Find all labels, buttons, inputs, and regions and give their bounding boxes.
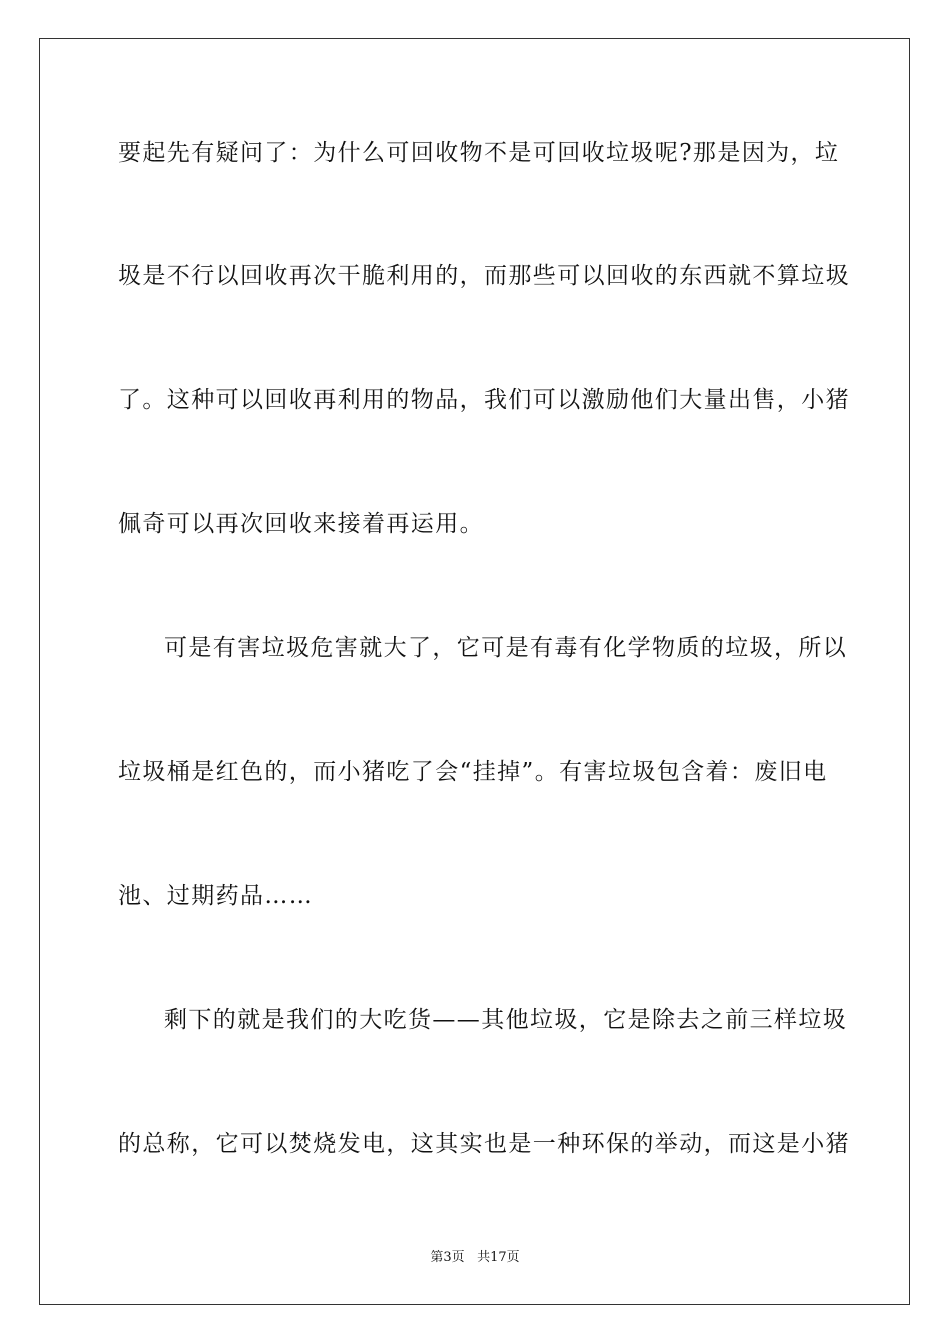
text-line: 圾是不行以回收再次干脆利用的，而那些可以回收的东西就不算垃圾 [118,263,850,289]
text-line: 剩下的就是我们的大吃货——其他垃圾，它是除去之前三样垃圾 [164,1007,848,1033]
page-footer [0,1246,950,1265]
total-pages: 共17页 [477,1250,520,1265]
text-line: 池、过期药品…… [118,883,314,909]
text-line: 佩奇可以再次回收来接着再运用。 [118,511,484,537]
text-line: 的总称，它可以焚烧发电，这其实也是一种环保的举动，而这是小猪 [118,1131,850,1157]
text-line: 要起先有疑问了：为什么可回收物不是可回收垃圾呢?那是因为，垃 [118,140,840,166]
text-line: 了。这种可以回收再利用的物品，我们可以激励他们大量出售，小猪 [118,387,850,413]
text-line: 可是有害垃圾危害就大了，它可是有毒有化学物质的垃圾，所以 [164,635,848,661]
page-border [39,38,910,1305]
text-line: 垃圾桶是红色的，而小猪吃了会“挂掉”。有害垃圾包含着：废旧电 [118,759,828,785]
page-number: 第3页 [430,1250,465,1265]
